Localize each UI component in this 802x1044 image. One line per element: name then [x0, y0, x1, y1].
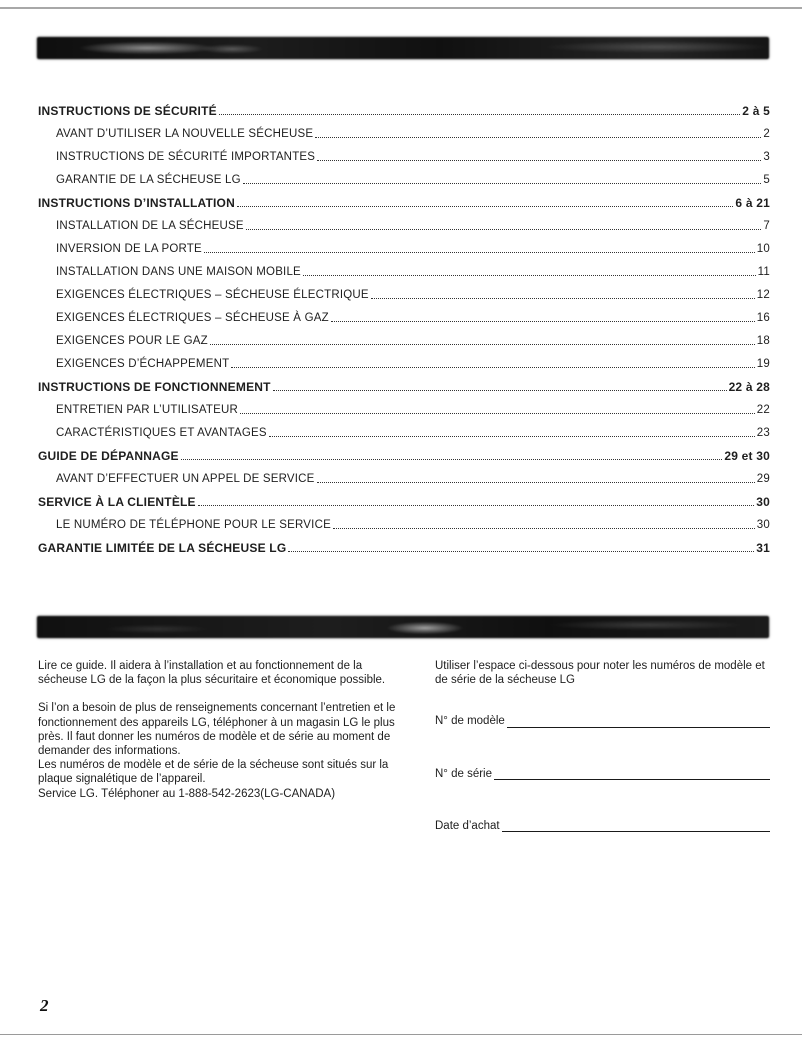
- dot-leader: [246, 229, 762, 230]
- dot-leader: [240, 413, 755, 414]
- toc-entry: [38, 104, 770, 118]
- toc-entry-page: 12: [756, 289, 770, 301]
- dot-leader: [210, 344, 755, 345]
- toc-entry: [38, 196, 770, 210]
- toc-entry: [38, 541, 770, 555]
- toc-entry-label: INSTRUCTIONS D’INSTALLATION: [38, 196, 235, 210]
- toc-entry-label: INSTRUCTIONS DE SÉCURITÉ: [38, 104, 217, 118]
- toc-entry-page: 2: [763, 128, 770, 140]
- toc-entry-page: 22 à 28: [728, 380, 770, 394]
- notes-left-column: [38, 659, 406, 801]
- note-paragraph: Les numéros de modèle et de série de la sécheuse sont situés sur la plaque signalétique de l’appareil.: [38, 759, 389, 786]
- toc-entry-label: GARANTIE LIMITÉE DE LA SÉCHEUSE LG: [38, 541, 287, 555]
- dot-leader: [231, 367, 754, 368]
- toc-entry-label: ENTRETIEN PAR L’UTILISATEUR: [56, 404, 238, 416]
- toc-entry: [38, 426, 770, 440]
- toc-entry: [38, 357, 770, 371]
- serial-number-label: N° de série: [435, 767, 493, 780]
- purchase-date-label: Date d’achat: [435, 819, 500, 832]
- record-numbers-intro: Utiliser l’espace ci-dessous pour noter les numéros de modèle et de série de la sécheuse LG: [435, 660, 765, 687]
- toc-entry: [38, 311, 770, 325]
- notes-right-column: [435, 659, 770, 833]
- toc-entry-page: 6 à 21: [735, 196, 770, 210]
- toc-entry-page: 5: [763, 174, 770, 186]
- dot-leader: [273, 390, 727, 391]
- purchase-date-field: [435, 819, 770, 833]
- toc-entry: [38, 219, 770, 233]
- bottom-rule: [0, 1034, 802, 1035]
- toc-entry: [38, 403, 770, 417]
- toc-entry: [38, 449, 770, 463]
- toc-entry-label: SERVICE À LA CLIENTÈLE: [38, 495, 196, 509]
- note-paragraph: Si l’on a besoin de plus de renseignements concernant l’entretien et le fonctionnement des appareils LG, téléphoner à un magasin LG le plus près. Il faut donner les numéros de modèle et de série au moment de demander des informations.: [38, 702, 396, 758]
- toc-entry-page: 16: [756, 312, 770, 324]
- serial-number-blank-line: [494, 779, 770, 780]
- toc-entry: [38, 380, 770, 394]
- purchase-date-blank-line: [502, 831, 770, 832]
- toc-entry-label: INSTALLATION DANS UNE MAISON MOBILE: [56, 266, 301, 278]
- toc-entry-label: GARANTIE DE LA SÉCHEUSE LG: [56, 174, 241, 186]
- model-number-field: [435, 714, 770, 728]
- toc-entry: [38, 334, 770, 348]
- toc-entry-page: 22: [756, 404, 770, 416]
- toc-entry-label: INSTALLATION DE LA SÉCHEUSE: [56, 220, 244, 232]
- note-paragraph: Lire ce guide. Il aidera à l’installation et au fonctionnement de la sécheuse LG de la façon la plus sécuritaire et économique possible.: [38, 660, 386, 687]
- toc-entry-page: 10: [756, 243, 770, 255]
- toc-entry-label: LE NUMÉRO DE TÉLÉPHONE POUR LE SERVICE: [56, 519, 331, 531]
- toc-entry-page: 7: [763, 220, 770, 232]
- toc-entry-label: EXIGENCES D’ÉCHAPPEMENT: [56, 358, 230, 370]
- toc-entry-label: GUIDE DE DÉPANNAGE: [38, 449, 179, 463]
- toc-entry-page: 11: [757, 266, 770, 278]
- toc-entry-page: 3: [763, 151, 770, 163]
- dot-leader: [371, 298, 755, 299]
- toc-entry-label: EXIGENCES ÉLECTRIQUES – SÉCHEUSE À GAZ: [56, 312, 329, 324]
- toc-entry: [38, 127, 770, 141]
- toc-entry-label: INVERSION DE LA PORTE: [56, 243, 202, 255]
- dot-leader: [315, 137, 761, 138]
- serial-number-field: [435, 767, 770, 781]
- toc-entry-label: EXIGENCES ÉLECTRIQUES – SÉCHEUSE ÉLECTRIQUE: [56, 289, 369, 301]
- toc-entry-page: 31: [756, 541, 770, 555]
- scanned-divider-bar: [37, 616, 769, 638]
- toc-entry-label: EXIGENCES POUR LE GAZ: [56, 335, 208, 347]
- toc-entry-page: 19: [756, 358, 770, 370]
- toc-entry-label: AVANT D’UTILISER LA NOUVELLE SÉCHEUSE: [56, 128, 314, 140]
- dot-leader: [303, 275, 756, 276]
- scanned-header-bar: [37, 37, 769, 59]
- dot-leader: [269, 436, 755, 437]
- dot-leader: [181, 459, 723, 460]
- toc-entry-label: AVANT D’EFFECTUER UN APPEL DE SERVICE: [56, 473, 315, 485]
- toc-entry-page: 29: [756, 473, 770, 485]
- toc-entry-page: 30: [756, 519, 770, 531]
- toc-entry-label: CARACTÉRISTIQUES ET AVANTAGES: [56, 427, 267, 439]
- model-number-blank-line: [507, 727, 770, 728]
- dot-leader: [243, 183, 762, 184]
- page-number: 2: [40, 996, 49, 1015]
- dot-leader: [237, 206, 733, 207]
- toc-entry: [38, 265, 770, 279]
- dot-leader: [198, 505, 754, 506]
- model-number-label: N° de modèle: [435, 715, 505, 728]
- dot-leader: [219, 114, 740, 115]
- toc-entry: [38, 495, 770, 509]
- top-rule: [0, 7, 802, 9]
- dot-leader: [333, 528, 755, 529]
- toc-entry: [38, 472, 770, 486]
- table-of-contents: [38, 104, 770, 564]
- toc-entry: [38, 288, 770, 302]
- dot-leader: [288, 551, 754, 552]
- toc-entry: [38, 173, 770, 187]
- toc-entry-label: INSTRUCTIONS DE SÉCURITÉ IMPORTANTES: [56, 151, 316, 163]
- dot-leader: [204, 252, 755, 253]
- toc-entry: [38, 150, 770, 164]
- dot-leader: [317, 160, 761, 161]
- toc-entry: [38, 518, 770, 532]
- toc-entry: [38, 242, 770, 256]
- dot-leader: [331, 321, 755, 322]
- toc-entry-page: 29 et 30: [724, 449, 770, 463]
- toc-entry-page: 18: [756, 335, 770, 347]
- toc-entry-label: INSTRUCTIONS DE FONCTIONNEMENT: [38, 380, 271, 394]
- toc-entry-page: 2 à 5: [742, 104, 770, 118]
- dot-leader: [317, 482, 755, 483]
- toc-entry-page: 30: [756, 495, 770, 509]
- note-paragraph: Service LG. Téléphoner au 1-888-542-2623(LG-CANADA): [38, 787, 336, 800]
- toc-entry-page: 23: [756, 427, 770, 439]
